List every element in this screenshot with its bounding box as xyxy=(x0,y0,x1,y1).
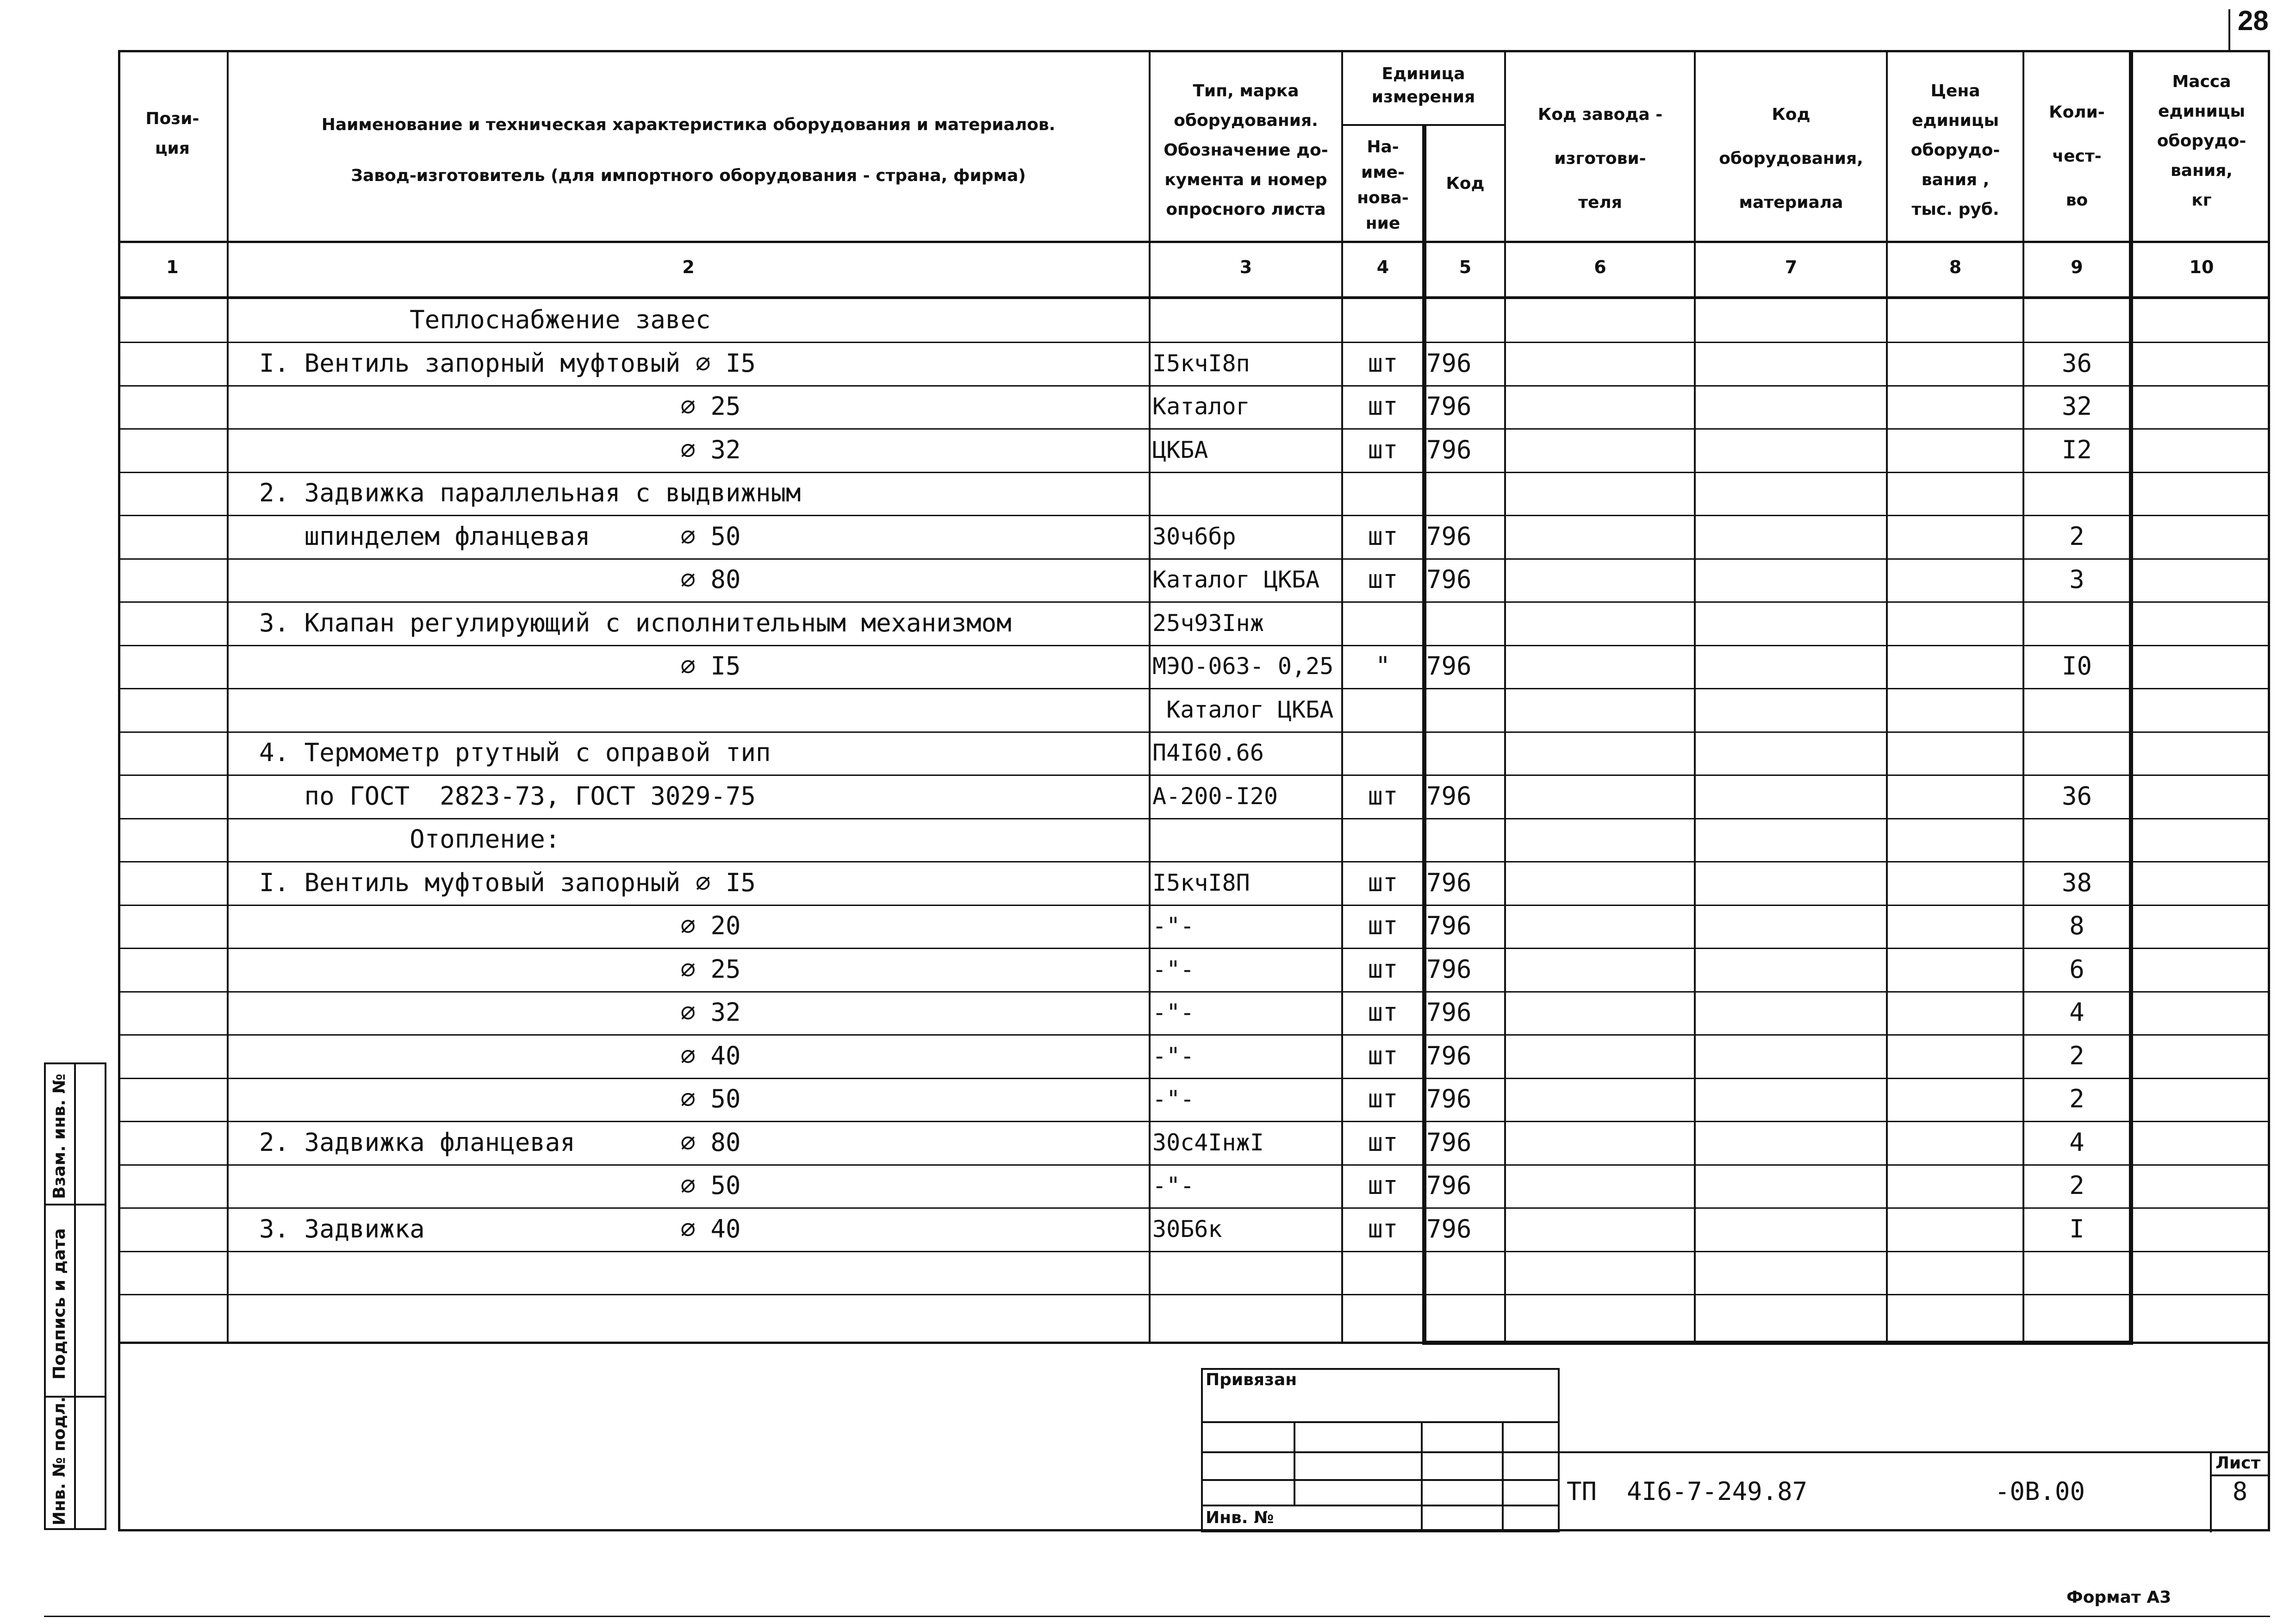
row-6-code: 796 xyxy=(1426,522,1472,551)
header-col9: Коли- чест- во xyxy=(2049,103,2105,210)
row-line xyxy=(118,645,2270,646)
row-4-unit: шт xyxy=(1368,435,1398,464)
row-11-type: П4I60.66 xyxy=(1152,739,1264,766)
row-line xyxy=(118,991,2270,993)
row-14-type: I5кчI8П xyxy=(1152,869,1250,896)
format-label: Формат А3 xyxy=(2066,1588,2172,1607)
row-7-unit: шт xyxy=(1368,565,1398,594)
col-line-2 xyxy=(1149,50,1151,1343)
col-line-5 xyxy=(1504,50,1506,1343)
row-line xyxy=(118,818,2270,819)
page-number: 28 xyxy=(2238,5,2269,36)
row-line xyxy=(118,731,2270,733)
row-22-type: 30Б6к xyxy=(1152,1216,1222,1243)
stamp-line xyxy=(1201,1451,1560,1453)
row-19-name: ∅ 50 xyxy=(229,1084,741,1113)
sheet-label: Лист xyxy=(2215,1454,2261,1473)
row-line xyxy=(118,948,2270,949)
col-line-7 xyxy=(1886,50,1888,1343)
page-number-mark xyxy=(2228,9,2230,51)
footer-line xyxy=(44,1616,2270,1617)
col-line-1 xyxy=(227,50,229,1343)
row-14-code: 796 xyxy=(1426,868,1472,897)
header-col6: Код завода - изготови- теля xyxy=(1537,105,1663,212)
row-3-type: Каталог xyxy=(1152,393,1250,420)
row-15-name: ∅ 20 xyxy=(229,911,741,940)
row-3-code: 796 xyxy=(1426,392,1472,421)
stamp-vline xyxy=(1421,1421,1423,1532)
stamp-line xyxy=(1201,1479,1560,1481)
row-14-qty: 38 xyxy=(2061,868,2092,897)
row-19-unit: шт xyxy=(1368,1084,1398,1113)
colnum-8: 8 xyxy=(1949,257,1962,277)
colnum-1: 1 xyxy=(166,257,179,277)
row-18-unit: шт xyxy=(1368,1041,1398,1070)
colnum-2: 2 xyxy=(682,257,695,277)
row-2-type: I5кчI8п xyxy=(1152,350,1250,377)
header-col3: Тип, марка оборудования. Обозначение до- кумента и номер опросного листа xyxy=(1164,81,1328,219)
row-21-qty: 2 xyxy=(2069,1171,2084,1200)
row-line xyxy=(118,1164,2270,1166)
row-5-name: 2. Задвижка параллельная с выдвижным xyxy=(229,478,801,507)
row-3-unit: шт xyxy=(1368,392,1398,421)
row-14-name: I. Вентиль муфтовый запорный ∅ I5 xyxy=(229,868,756,897)
row-6-type: 30ч6бр xyxy=(1152,523,1236,550)
header-col7: Код оборудования, материала xyxy=(1719,105,1863,212)
row-line xyxy=(118,472,2270,473)
row-16-code: 796 xyxy=(1426,955,1472,984)
row-line xyxy=(118,861,2270,862)
row-line xyxy=(118,385,2270,387)
thick-block-bottom xyxy=(1422,1341,2133,1345)
row-11-name: 4. Термометр ртутный с оправой тип xyxy=(229,738,771,767)
col-line-3 xyxy=(1341,50,1343,1343)
row-19-code: 796 xyxy=(1426,1084,1472,1113)
stamp-line xyxy=(1201,1505,1560,1506)
row-8-type: 25ч93Iнж xyxy=(1152,610,1264,637)
document-suffix: -0В.00 xyxy=(1995,1477,2085,1506)
row-line xyxy=(118,905,2270,906)
row-6-qty: 2 xyxy=(2069,522,2084,551)
row-4-code: 796 xyxy=(1426,435,1472,464)
row-21-name: ∅ 50 xyxy=(229,1171,741,1200)
row-17-unit: шт xyxy=(1368,998,1398,1027)
row-20-qty: 4 xyxy=(2069,1128,2084,1157)
row-21-unit: шт xyxy=(1368,1171,1398,1200)
row-8-name: 3. Клапан регулирующий с исполнительным механизмом xyxy=(229,608,1012,637)
row-line xyxy=(118,1251,2270,1252)
row-22-qty: I xyxy=(2069,1214,2084,1243)
stamp-vline xyxy=(1294,1421,1295,1505)
row-1-name: Теплоснабжение завес xyxy=(229,305,711,334)
row-7-qty: 3 xyxy=(2069,565,2084,594)
row-18-qty: 2 xyxy=(2069,1041,2084,1070)
binding-strip-sep xyxy=(44,1204,106,1206)
row-9-name: ∅ I5 xyxy=(229,651,741,681)
row-17-qty: 4 xyxy=(2069,998,2084,1027)
row-10-type: Каталог ЦКБА xyxy=(1152,696,1334,723)
colnum-6: 6 xyxy=(1594,257,1606,277)
row-4-qty: I2 xyxy=(2061,435,2092,464)
sheet-number: 8 xyxy=(2232,1477,2248,1506)
row-22-code: 796 xyxy=(1426,1214,1472,1243)
row-17-name: ∅ 32 xyxy=(229,998,741,1027)
row-21-code: 796 xyxy=(1426,1171,1472,1200)
row-9-qty: I0 xyxy=(2061,651,2092,681)
colnum-7: 7 xyxy=(1785,257,1798,277)
col-line-6 xyxy=(1694,50,1696,1343)
row-21-type: -"- xyxy=(1152,1172,1195,1199)
colnum-4: 4 xyxy=(1376,257,1389,277)
row-3-qty: 32 xyxy=(2061,392,2092,421)
side-label-vzam: Взам. инв. № xyxy=(50,1074,69,1199)
row-2-qty: 36 xyxy=(2061,349,2092,378)
header-bottom-line xyxy=(118,241,2270,243)
row-16-type: -"- xyxy=(1152,956,1195,983)
row-7-name: ∅ 80 xyxy=(229,565,741,594)
row-12-type: А-200-I20 xyxy=(1152,783,1278,810)
inv-no-label: Инв. № xyxy=(1206,1508,1274,1527)
row-22-unit: шт xyxy=(1368,1214,1398,1243)
row-20-code: 796 xyxy=(1426,1128,1472,1157)
stamp-vline xyxy=(1502,1421,1504,1532)
row-17-type: -"- xyxy=(1152,999,1195,1026)
header-unit: Единица измерения xyxy=(1371,64,1475,106)
row-line xyxy=(118,1121,2270,1122)
row-9-type: МЭО-063- 0,25 xyxy=(1152,653,1334,680)
row-line xyxy=(118,558,2270,560)
document-code: ТП 4I6-7-249.87 xyxy=(1567,1477,1808,1506)
header-col5: Код xyxy=(1446,174,1485,193)
row-line xyxy=(118,688,2270,689)
row-line xyxy=(118,1294,2270,1295)
row-20-name: 2. Задвижка фланцевая ∅ 80 xyxy=(229,1128,741,1157)
row-18-name: ∅ 40 xyxy=(229,1041,741,1070)
row-20-unit: шт xyxy=(1368,1128,1398,1157)
row-16-unit: шт xyxy=(1368,955,1398,984)
row-19-qty: 2 xyxy=(2069,1084,2084,1113)
thick-block-left xyxy=(1422,296,1426,1345)
colnum-10: 10 xyxy=(2189,257,2214,277)
row-15-code: 796 xyxy=(1426,911,1472,940)
row-18-type: -"- xyxy=(1152,1043,1195,1069)
row-18-code: 796 xyxy=(1426,1041,1472,1070)
row-4-name: ∅ 32 xyxy=(229,435,741,464)
header-col10: Масса единицы оборудо- вания, кг xyxy=(2157,72,2246,210)
colnum-9: 9 xyxy=(2071,257,2083,277)
row-line xyxy=(118,515,2270,516)
sheet-box-split xyxy=(2210,1474,2270,1476)
row-6-name: шпинделем фланцевая ∅ 50 xyxy=(229,522,741,551)
row-12-unit: шт xyxy=(1368,781,1398,811)
header-col2: Наименование и техническая характеристика оборудования и материалов. Завод-изготовитель (для импортного оборудования - страна, фирма) xyxy=(321,115,1056,185)
row-line xyxy=(118,775,2270,776)
row-line xyxy=(118,1078,2270,1079)
row-15-unit: шт xyxy=(1368,911,1398,940)
row-20-type: 30с4IнжI xyxy=(1152,1129,1264,1156)
row-22-name: 3. Задвижка ∅ 40 xyxy=(229,1214,741,1243)
row-line xyxy=(118,601,2270,603)
row-12-qty: 36 xyxy=(2061,781,2092,811)
row-16-qty: 6 xyxy=(2069,955,2084,984)
row-9-unit: " xyxy=(1375,651,1391,681)
row-2-unit: шт xyxy=(1368,349,1398,378)
row-line xyxy=(118,1034,2270,1036)
row-7-code: 796 xyxy=(1426,565,1472,594)
row-line xyxy=(118,342,2270,343)
binding-strip-divider xyxy=(74,1062,76,1530)
colnum-3: 3 xyxy=(1239,257,1252,277)
stamp-line xyxy=(1201,1421,1560,1423)
side-label-inv-orig: Инв. № подл. xyxy=(50,1396,69,1525)
row-16-name: ∅ 25 xyxy=(229,955,741,984)
row-3-name: ∅ 25 xyxy=(229,392,741,421)
row-7-type: Каталог ЦКБА xyxy=(1152,566,1320,593)
privyazan-box xyxy=(1201,1368,1560,1532)
row-2-name: I. Вентиль запорный муфтовый ∅ I5 xyxy=(229,349,756,378)
row-4-type: ЦКБА xyxy=(1152,437,1208,463)
row-14-unit: шт xyxy=(1368,868,1398,897)
row-19-type: -"- xyxy=(1152,1086,1195,1112)
row-line xyxy=(118,1207,2270,1209)
row-9-code: 796 xyxy=(1426,651,1472,681)
header-col8: Цена единицы оборудо- вания , тыс. руб. xyxy=(1910,81,2000,219)
header-col4: На- име- нова- ние xyxy=(1357,137,1409,233)
colnum-bottom-line xyxy=(118,296,2270,299)
colnum-5: 5 xyxy=(1459,257,1472,277)
header-col1: Пози- ция xyxy=(145,109,199,158)
row-6-unit: шт xyxy=(1368,522,1398,551)
row-2-code: 796 xyxy=(1426,349,1472,378)
row-15-type: -"- xyxy=(1152,912,1195,939)
row-13-name: Отопление: xyxy=(229,824,560,854)
row-12-name: по ГОСТ 2823-73, ГОСТ 3029-75 xyxy=(229,781,756,811)
row-line xyxy=(118,428,2270,430)
row-17-code: 796 xyxy=(1426,998,1472,1027)
side-label-sign-date: Подпись и дата xyxy=(50,1228,69,1380)
col-line-8 xyxy=(2022,50,2024,1343)
title-block-top xyxy=(1560,1451,2270,1453)
row-12-code: 796 xyxy=(1426,781,1472,811)
row-15-qty: 8 xyxy=(2069,911,2084,940)
thick-block-right xyxy=(2129,296,2133,1345)
privyazan-label: Привязан xyxy=(1206,1370,1297,1389)
